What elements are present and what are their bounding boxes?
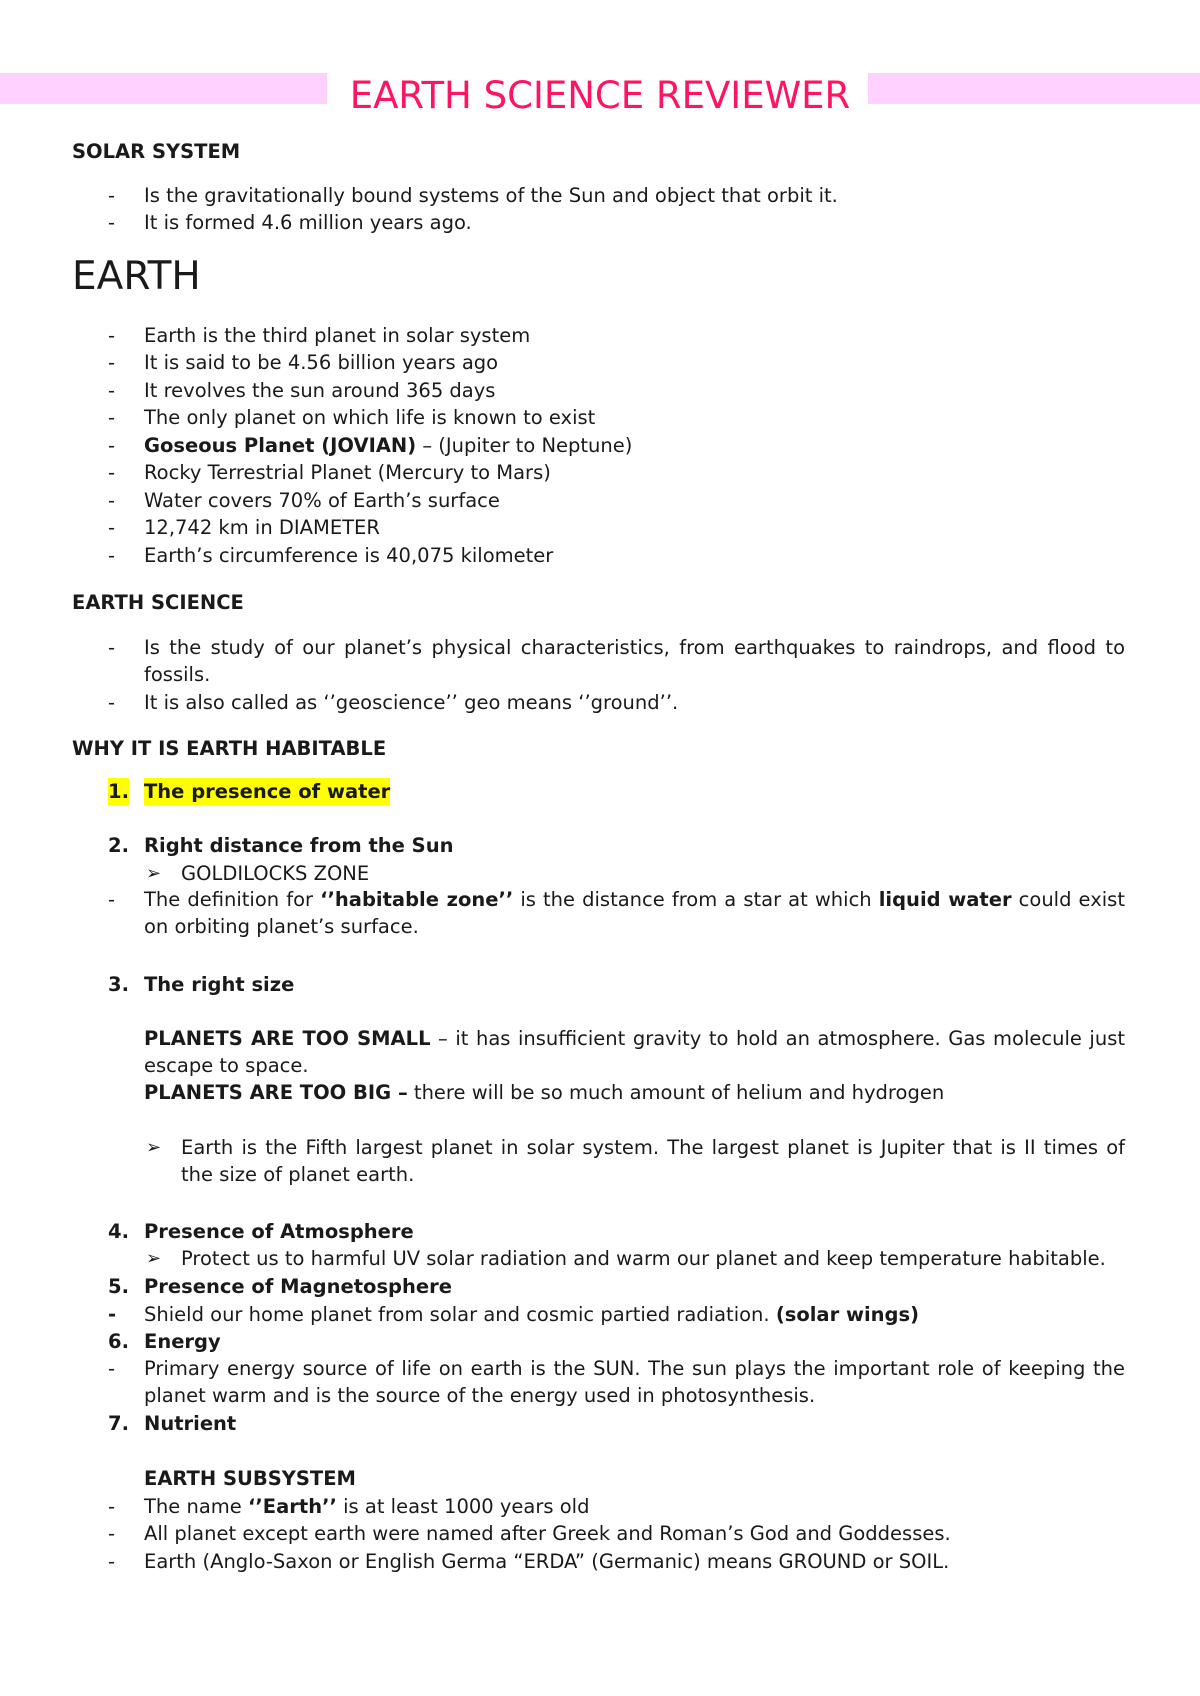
dash-bullet: - [108,184,116,207]
list-item-text: Is the study of our planet’s physical characteristics, from earthquakes to raindrops, and flood to fossils. [144,636,1125,686]
item-title: Presence of Atmosphere [144,1220,414,1243]
item-title: The presence of water [144,780,391,803]
list-item-text: It revolves the sun around 365 days [144,379,496,402]
item-number: 3. [108,973,129,996]
dash-bullet: - [108,351,116,374]
list-item-text: All planet except earth were named after Greek and Roman’s God and Goddesses. [144,1522,951,1545]
dash-bullet: - [108,636,116,659]
text-run: is the distance from a star at which [513,888,879,911]
section-heading: SOLAR SYSTEM [72,140,241,163]
arrow-item-text: Earth is the Fifth largest planet in solar system. The largest planet is Jupiter that is II times of the size of planet earth. [181,1136,1125,1186]
list-item-text: It is said to be 4.56 billion years ago [144,351,499,374]
list-item-text: Primary energy source of life on earth is the SUN. The sun plays the important role of keeping the planet warm and is the source of the energy used in photosynthesis. [144,1357,1125,1407]
list-item-text: 12,742 km in DIAMETER [144,516,380,539]
list-item-text [144,886,1125,940]
arrow-bullet-icon: ➢ [146,863,162,884]
list-item-text: It is formed 4.6 million years ago. [144,211,472,234]
section-heading: WHY IT IS EARTH HABITABLE [72,737,387,760]
text-run: Shield our home planet from solar and cosmic partied radiation. [144,1303,776,1326]
arrow-item-text: GOLDILOCKS ZONE [181,862,370,885]
list-item-text: Earth (Anglo-Saxon or English Germa “ERDA” (Germanic) means GROUND or SOIL. [144,1550,950,1573]
dash-bullet: - [108,1495,116,1518]
item-number: 7. [108,1412,129,1435]
bold-run: ‘’habitable zone’’ [320,888,514,911]
dash-bullet: - [108,691,116,714]
dash-bullet: - [108,406,116,429]
text-run: could exist on orbiting planet’s surface. [144,888,1125,938]
arrow-bullet-icon: ➢ [146,1248,162,1269]
item-number: 2. [108,834,129,857]
list-item-text [144,1301,919,1328]
dash-bullet: - [108,1522,116,1545]
dash-bullet: - [108,434,116,457]
text-run: – it has insufficient gravity to hold an atmosphere. Gas molecule just escape to space. [144,1027,1125,1077]
jovian-rest: – (Jupiter to Neptune) [416,434,633,457]
item-number: 5. [108,1275,129,1298]
item-title: The right size [144,973,295,996]
dash-bullet: - [108,544,116,567]
list-item-text [144,432,632,459]
dash-bullet: - [108,489,116,512]
bold-run: PLANETS ARE TOO BIG – [144,1081,408,1104]
jovian-bold: Goseous Planet (JOVIAN) [144,434,417,457]
item-title: Presence of Magnetosphere [144,1275,452,1298]
dash-bullet: - [108,1357,116,1380]
bold-run: ‘’Earth’’ [247,1495,337,1518]
dash-bullet: - [108,1303,117,1326]
list-item-text: Earth is the third planet in solar system [144,324,531,347]
dash-bullet: - [108,379,116,402]
item-number: 4. [108,1220,129,1243]
dash-bullet: - [108,516,116,539]
text-run: The definition for [144,888,321,911]
text-run: The name [144,1495,248,1518]
arrow-bullet-icon: ➢ [146,1137,162,1158]
dash-bullet: - [108,211,116,234]
list-item-text: It is also called as ‘’geoscience’’ geo means ‘’ground’’. [144,691,679,714]
list-item-text: Earth’s circumference is 40,075 kilometer [144,544,554,567]
arrow-item-text: Protect us to harmful UV solar radiation and warm our planet and keep temperature habitable. [181,1247,1106,1270]
dash-bullet: - [108,888,116,911]
page-title: EARTH SCIENCE REVIEWER [349,74,851,117]
item-title: Energy [144,1330,221,1353]
paragraph-text [144,1025,1125,1079]
list-item-text: The only planet on which life is known to exist [144,406,596,429]
dash-bullet: - [108,461,116,484]
item-title: Right distance from the Sun [144,834,454,857]
item-title: Nutrient [144,1412,237,1435]
paragraph-text [144,1079,944,1106]
list-item-text: Rocky Terrestrial Planet (Mercury to Mars) [144,461,551,484]
bold-run: PLANETS ARE TOO SMALL [144,1027,431,1050]
bold-run: liquid water [878,888,1012,911]
dash-bullet: - [108,1550,116,1573]
section-heading: EARTH SCIENCE [72,591,244,614]
bold-run: (solar wings) [775,1303,920,1326]
list-item-text: Water covers 70% of Earth’s surface [144,489,500,512]
dash-bullet: - [108,324,116,347]
section-heading: EARTH SUBSYSTEM [144,1467,356,1490]
item-number: 1. [108,780,129,803]
list-item-text [144,1493,589,1520]
item-number: 6. [108,1330,129,1353]
list-item-text: Is the gravitationally bound systems of the Sun and object that orbit it. [144,184,838,207]
text-run: there will be so much amount of helium and hydrogen [407,1081,945,1104]
text-run: is at least 1000 years old [336,1495,590,1518]
section-heading-large: EARTH [72,254,201,299]
